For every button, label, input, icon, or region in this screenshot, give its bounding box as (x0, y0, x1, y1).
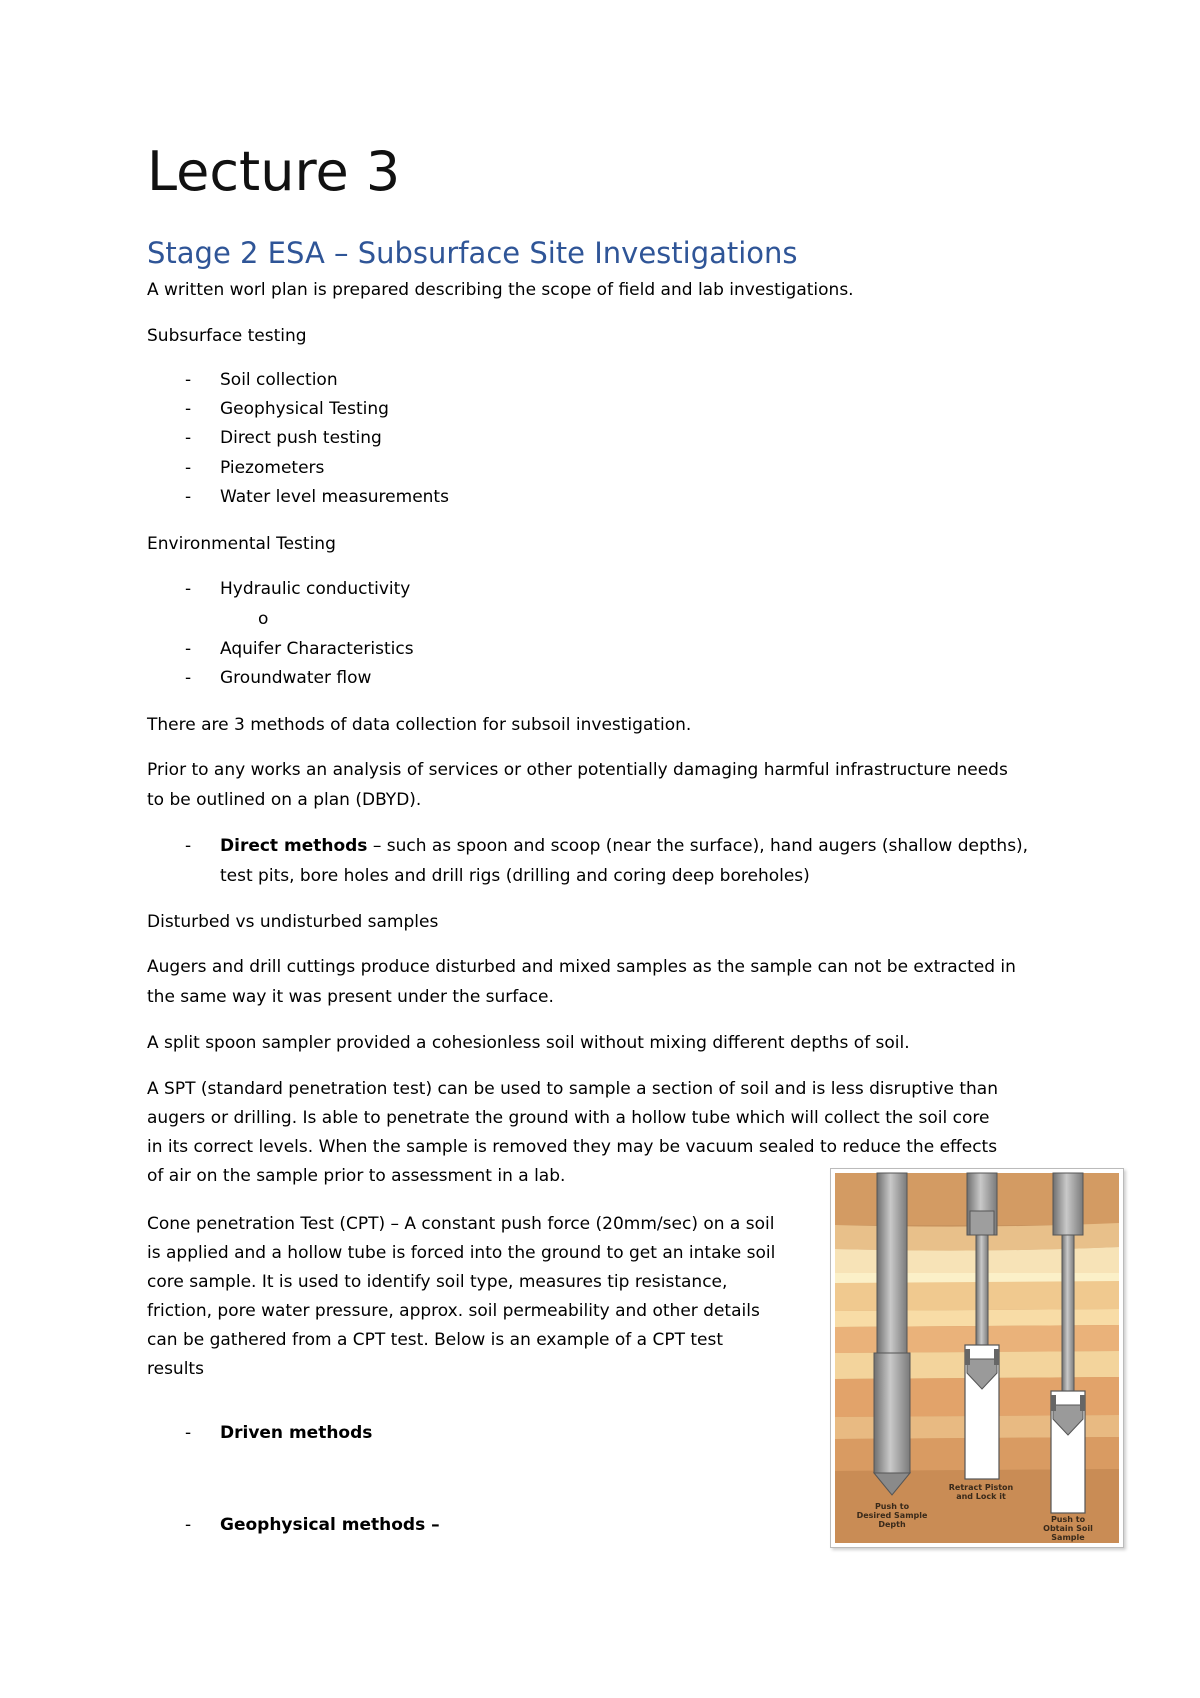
spt-paragraph-line: of air on the sample prior to assessment in a lab. (147, 1166, 566, 1186)
figure-label: and Lock it (956, 1492, 1006, 1501)
methods-paragraph: There are 3 methods of data collection for subsoil investigation. (147, 715, 692, 735)
figure-label: Sample (1051, 1533, 1085, 1542)
list-item: Water level measurements (220, 487, 449, 507)
list-dash: - (185, 668, 192, 688)
figure-label: Desired Sample (856, 1511, 928, 1520)
cpt-paragraph-line: can be gathered from a CPT test. Below is an example of a CPT test (147, 1330, 723, 1350)
disturbed-heading: Disturbed vs undisturbed samples (147, 912, 439, 932)
list-dash: - (185, 428, 192, 448)
list-item: Piezometers (220, 458, 325, 478)
list-item: Geophysical Testing (220, 399, 389, 419)
cpt-paragraph-line: results (147, 1359, 204, 1379)
list-dash: - (185, 1515, 192, 1535)
list-item: Groundwater flow (220, 668, 372, 688)
prior-paragraph-line: Prior to any works an analysis of services or other potentially damaging harmful infrastructure needs (147, 760, 1008, 780)
figure-label: Depth (878, 1520, 906, 1529)
list-dash: - (185, 487, 192, 507)
direct-methods-line (220, 832, 1028, 861)
document-title: Lecture 3 (147, 140, 401, 203)
cpt-paragraph-line: core sample. It is used to identify soil type, measures tip resistance, (147, 1272, 728, 1292)
list-item: Soil collection (220, 370, 338, 390)
section-heading: Stage 2 ESA – Subsurface Site Investigations (147, 236, 798, 270)
list-dash: - (185, 579, 192, 599)
cpt-paragraph-line: is applied and a hollow tube is forced into the ground to get an intake soil (147, 1243, 776, 1263)
augers-paragraph-line: the same way it was present under the surface. (147, 987, 554, 1007)
subsurface-testing-label: Subsurface testing (147, 326, 307, 346)
intro-paragraph: A written worl plan is prepared describing the scope of field and lab investigations. (147, 280, 854, 300)
direct-methods-text: – such as spoon and scoop (near the surface), hand augers (shallow depths), (367, 836, 1029, 856)
list-dash: - (185, 399, 192, 419)
list-dash: - (185, 836, 192, 856)
list-dash: - (185, 1423, 192, 1443)
sampler-diagram (831, 1169, 1123, 1547)
prior-paragraph-line: to be outlined on a plan (DBYD). (147, 790, 422, 810)
spt-paragraph-line: in its correct levels. When the sample is removed they may be vacuum sealed to reduce the effects (147, 1137, 998, 1157)
figure-label: Retract Piston (948, 1483, 1014, 1492)
sub-bullet: o (258, 609, 269, 629)
list-item: Aquifer Characteristics (220, 639, 414, 659)
list-item: Hydraulic conductivity (220, 579, 411, 599)
list-item: Direct push testing (220, 428, 382, 448)
cpt-paragraph-line: Cone penetration Test (CPT) – A constant push force (20mm/sec) on a soil (147, 1214, 775, 1234)
direct-methods-term: Direct methods (220, 836, 368, 856)
list-dash: - (185, 370, 192, 390)
geophysical-methods-item: Geophysical methods – (220, 1515, 440, 1535)
cpt-paragraph-line: friction, pore water pressure, approx. soil permeability and other details (147, 1301, 760, 1321)
direct-methods-line: test pits, bore holes and drill rigs (drilling and coring deep boreholes) (220, 866, 810, 886)
spt-paragraph-line: A SPT (standard penetration test) can be used to sample a section of soil and is less disruptive than (147, 1079, 998, 1099)
figure-label: Push to (1050, 1515, 1086, 1524)
list-dash: - (185, 639, 192, 659)
figure-label: Obtain Soil (1043, 1524, 1093, 1533)
sampler-diagram-figure (830, 1168, 1124, 1548)
split-spoon-paragraph: A split spoon sampler provided a cohesionless soil without mixing different depths of soil. (147, 1033, 910, 1053)
augers-paragraph-line: Augers and drill cuttings produce disturbed and mixed samples as the sample can not be extracted in (147, 957, 1016, 977)
figure-label: Push to (874, 1502, 910, 1511)
list-dash: - (185, 458, 192, 478)
spt-paragraph-line: augers or drilling. Is able to penetrate the ground with a hollow tube which will collect the soil core (147, 1108, 990, 1128)
driven-methods-item: Driven methods (220, 1423, 373, 1443)
environmental-testing-label: Environmental Testing (147, 534, 336, 554)
